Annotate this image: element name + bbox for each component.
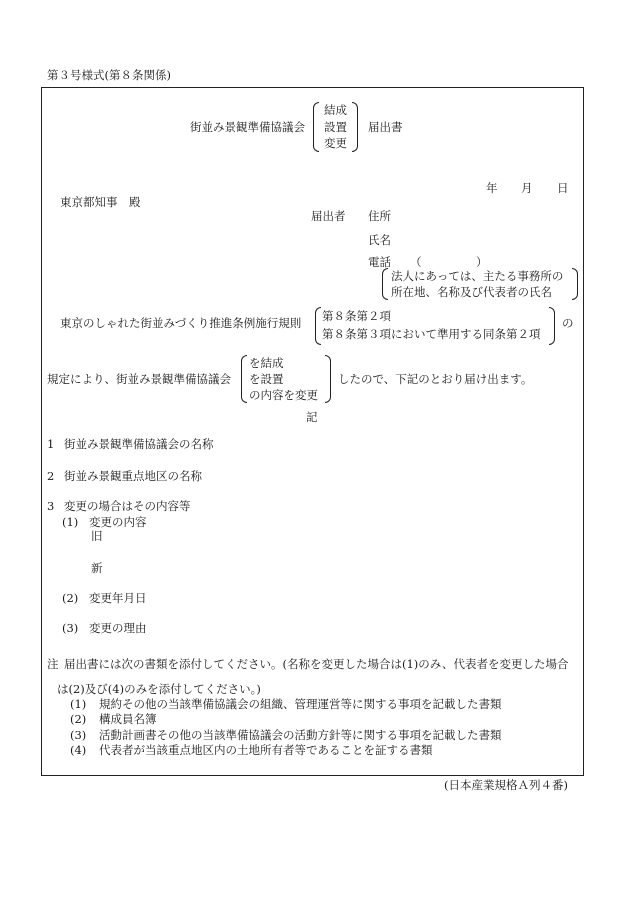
item1-text: 街並み景観準備協議会の名称 <box>64 437 214 451</box>
statement-option-change: の内容を変更 <box>249 388 318 402</box>
note-doc1-text: 規約その他の当該準備協議会の組織、管理運営等に関する事項を記載した書類 <box>99 697 502 711</box>
statement-line1-prefix: 東京のしゃれた街並みづくり推進条例施行規則 <box>60 316 302 330</box>
corp-note-right-bracket <box>572 268 578 300</box>
note-doc1-number: (1) <box>70 697 87 711</box>
statement-line1-right-bracket <box>549 307 555 345</box>
note-doc4-text: 代表者が当該重点地区内の土地所有者等であることを証する書類 <box>99 743 433 757</box>
addressee: 東京都知事 殿 <box>60 195 141 209</box>
statement-line1-suffix: の <box>562 316 574 330</box>
title-left-bracket <box>313 102 319 152</box>
note-doc3-number: (3) <box>70 728 87 742</box>
form-frame <box>41 87 584 776</box>
statement-line2-prefix: 規定により、街並み景観準備協議会 <box>47 372 231 386</box>
date-year: 年 <box>486 181 498 195</box>
phone-close-paren: ） <box>476 255 488 269</box>
paper-size-note: (日本産業規格Ａ列４番) <box>444 778 568 792</box>
date-day: 日 <box>557 181 569 195</box>
statement-line2-left-bracket <box>241 355 247 403</box>
statement-line1-left-bracket <box>315 307 321 345</box>
note-line2: は(2)及び(4)のみを添付してください。) <box>57 682 261 696</box>
item3-text: 変更の場合はその内容等 <box>64 499 191 513</box>
sub1-old-label: 旧 <box>91 529 103 543</box>
note-line1: 届出書には次の書類を添付してください。(名称を変更した場合は(1)のみ、代表者を変更した場合 <box>64 657 569 671</box>
phone-label: 電話 <box>368 255 391 269</box>
statement-option-establish: を設置 <box>249 372 284 386</box>
note-mark: 注 <box>47 657 59 671</box>
statement-line2-right-bracket <box>325 355 331 403</box>
statement-option-form: を結成 <box>249 356 284 370</box>
title-option-form: 結成 <box>324 103 347 117</box>
title-prefix: 街並み景観準備協議会 <box>190 120 305 134</box>
sub1-text: 変更の内容 <box>89 515 147 529</box>
title-option-establish: 設置 <box>324 120 347 134</box>
sub1-number: (1) <box>62 515 79 529</box>
applicant-label: 届出者 <box>311 209 346 223</box>
note-doc4-number: (4) <box>70 743 87 757</box>
name-label: 氏名 <box>368 233 391 247</box>
sub2-text: 変更年月日 <box>89 591 147 605</box>
item1-number: 1 <box>47 437 55 451</box>
sub1-new-label: 新 <box>91 561 103 575</box>
title-right-bracket <box>352 102 358 152</box>
item2-text: 街並み景観重点地区の名称 <box>64 469 202 483</box>
ki-heading: 記 <box>306 410 318 424</box>
item3-number: 3 <box>47 499 55 513</box>
form-number: 第３号様式(第８条関係) <box>47 68 171 82</box>
note-doc2-number: (2) <box>70 712 87 726</box>
note-doc3-text: 活動計画書その他の当該準備協議会の活動方針等に関する事項を記載した書類 <box>99 728 502 742</box>
statement-line2-suffix: したので、下記のとおり届け出ます。 <box>338 372 533 386</box>
corp-note-line1: 法人にあっては、主たる事務所の <box>391 269 564 283</box>
title-option-change: 変更 <box>324 136 347 150</box>
sub2-number: (2) <box>62 591 79 605</box>
sub3-text: 変更の理由 <box>89 621 147 635</box>
item2-number: 2 <box>47 469 55 483</box>
title-suffix: 届出書 <box>368 120 403 134</box>
statement-option-art8-2: 第８条第２項 <box>322 309 391 323</box>
phone-open-paren: （ <box>410 255 422 269</box>
date-month: 月 <box>521 181 533 195</box>
corp-note-left-bracket <box>382 268 388 300</box>
sub3-number: (3) <box>62 621 79 635</box>
corp-note-line2: 所在地、名称及び代表者の氏名 <box>391 285 552 299</box>
address-label: 住所 <box>368 209 391 223</box>
statement-option-art8-3: 第８条第３項において準用する同条第２項 <box>322 327 541 341</box>
note-doc2-text: 構成員名簿 <box>99 712 157 726</box>
